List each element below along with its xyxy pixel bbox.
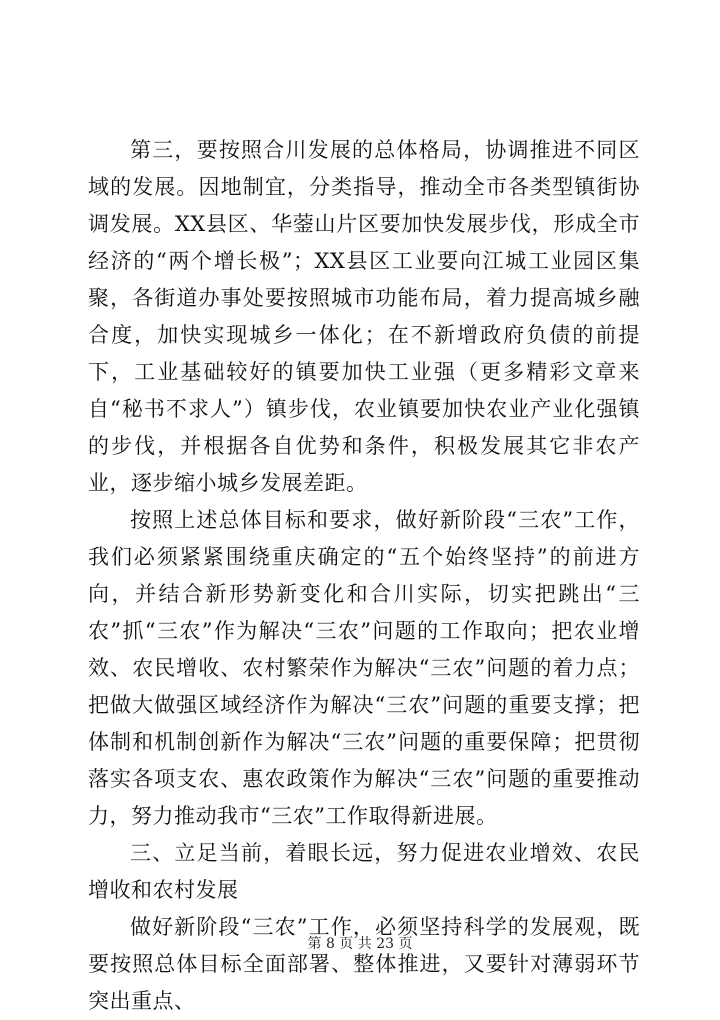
paragraph-3: 做好新阶段“三农”工作，必须坚持科学的发展观，既要按照总体目标全面部署、整体推进，又要针对薄弱环节突出重点、 (88, 915, 640, 1013)
section-heading: 三、立足当前，着眼长远，努力促进农业增效、农民增收和农村发展 (88, 841, 640, 902)
page-number-footer: 第 8 页 共 23 页 (307, 936, 413, 952)
paragraph-2: 按照上述总体目标和要求，做好新阶段“三农”工作，我们必须紧紧围绕重庆确定的“五个始终坚持”的前进方向，并结合新形势新变化和合川实际，切实把跳出“三农”抓“三农”作为解决“三农”问题的工作取向；把农业增效、农民增收、农村繁荣作为解决“三农”问题的着力点；把做大做强区域经济作为解决“三农”问题的重要支撑；把体制和机制创新作为解决“三农”问题的重要保障；把贯彻落实各项支农、惠农政策作为解决“三农”问题的重要推动力，努力推动我市“三农”工作取得新进展。 (88, 508, 640, 828)
paragraph-1: 第三，要按照合川发展的总体格局，协调推进不同区域的发展。因地制宜，分类指导，推动全市各类型镇街协调发展。XX县区、华蓥山片区要加快发展步伐，形成全市经济的“两个增长极”；XX县区工业要向江城工业园区集聚，各街道办事处要按照城市功能布局，着力提高城乡融合度，加快实现城乡一体化；在不新增政府负债的前提下，工业基础较好的镇要加快工业强（更多精彩文章来自“秘书不求人”）镇步伐，农业镇要加快农业产业化强镇的步伐，并根据各自优势和条件，积极发展其它非农产业，逐步缩小城乡发展差距。 (88, 138, 640, 495)
document-body (88, 132, 640, 1020)
